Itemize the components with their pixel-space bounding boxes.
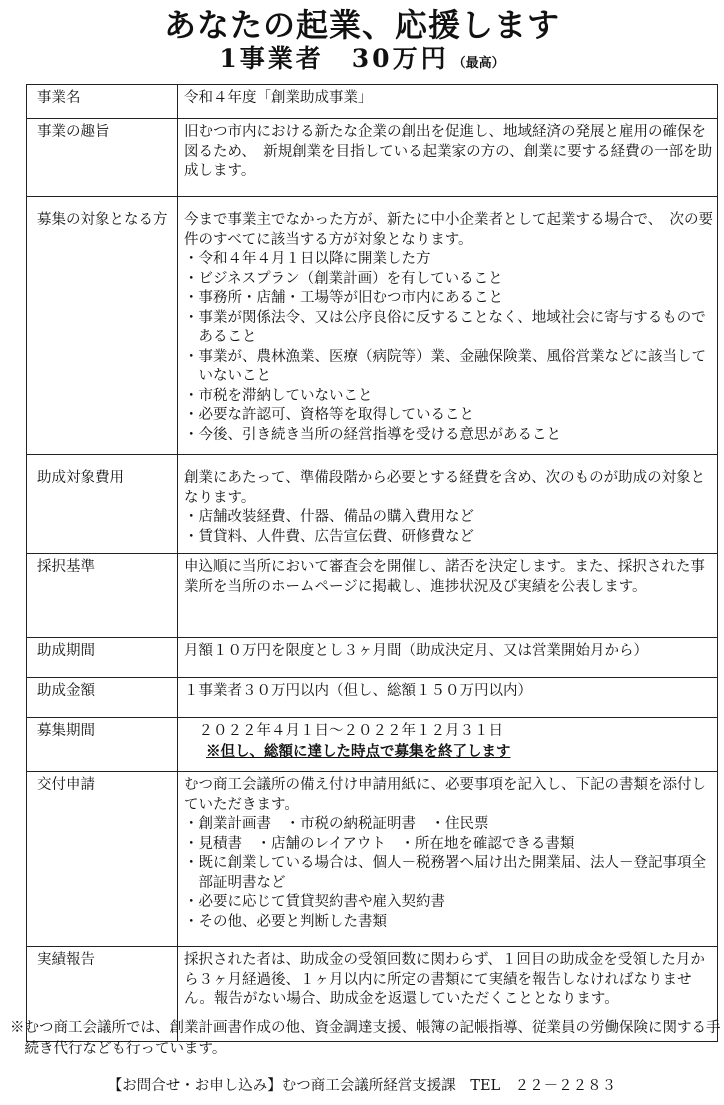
row-content	[178, 119, 718, 197]
row-content	[178, 455, 718, 554]
bullet-item: ・既に創業している場合は、個人－税務署へ届け出た開業届、法人－登記事項全部証明書など	[184, 855, 706, 891]
table-row	[27, 678, 718, 718]
row-paragraph: 申込順に当所において審査会を開催し、諾否を決定します。また、採択された事業所を当所のホームページに掲載し、進捗状況及び実績を公表します。	[184, 559, 705, 595]
row-paragraph: 創業にあたって、準備段階から必要とする経費を含め、次のものが助成の対象となります。	[184, 470, 706, 506]
row-label: 交付申請	[27, 772, 178, 947]
row-label: 採択基準	[27, 554, 178, 638]
table-row	[27, 718, 718, 772]
bullet-item: ・事業が関係法令、又は公序良俗に反することなく、地域社会に寄与するものであること	[184, 309, 706, 345]
row-content	[178, 554, 718, 638]
bullet-item: ・事務所・店舗・工場等が旧むつ市内にあること	[184, 290, 503, 306]
row-paragraph: 旧むつ市内における新たな企業の創出を促進し、地域経済の発展と雇用の確保を図るため、 新規創業を目指している起業家の方の、創業に要する経費の一部を助成します。	[184, 124, 713, 179]
row-paragraph: むつ商工会議所の備え付け申請用紙に、必要事項を記入し、下記の書類を添付していただきます。	[184, 777, 706, 813]
row-content	[178, 678, 718, 718]
row-content	[178, 772, 718, 947]
table-row	[27, 197, 718, 455]
bullet-item: ・その他、必要と判断した書類	[184, 913, 387, 930]
row-paragraph: 今まで事業主でなかった方が、新たに中小企業者として起業する場合で、 次の要件のすべてに該当する方が対象となります。	[184, 212, 713, 248]
bullet-item: ・市税を滞納していないこと	[184, 387, 373, 404]
page-subtitle	[0, 44, 724, 79]
table-row	[27, 772, 718, 947]
subsidy-amount: 1事業者 30万円	[219, 44, 449, 73]
deadline-note: ※但し、総額に達した時点で募集を終了します	[206, 742, 511, 760]
table-row	[27, 85, 718, 119]
bullet-item: ・事業が、農林漁業、医療（病院等）業、金融保険業、風俗営業などに該当していないこと	[184, 348, 706, 384]
bullet-item: ・今後、引き続き当所の経営指導を受ける意思があること	[184, 426, 561, 443]
row-label: 事業の趣旨	[27, 119, 178, 197]
bullet-item: ・見積書 ・店舗のレイアウト ・所在地を確認できる書類	[184, 835, 575, 852]
row-line: ２０２２年４月１日～２０２２年１２月３１日	[184, 723, 503, 739]
page-title: あなたの起業、応援します	[163, 6, 560, 44]
table-row	[27, 638, 718, 678]
row-label: 助成対象費用	[27, 455, 178, 554]
bullet-item: ・令和４年４月１日以降に開業した方	[184, 251, 431, 267]
row-paragraph: 採択された者は、助成金の受領回数に関わらず、１回目の助成金を受領した月から３ヶ月経過後、１ヶ月以内に所定の書類にて実績を報告しなければなりません。報告がない場合、助成金を返還していただくこととなります。	[184, 952, 705, 1007]
row-label: 事業名	[27, 85, 178, 119]
row-content	[178, 638, 718, 678]
bullet-item: ・ビジネスプラン（創業計画）を有していること	[184, 270, 503, 287]
row-label: 助成期間	[27, 638, 178, 678]
row-label: 助成金額	[27, 678, 178, 718]
footnote: ※むつ商工会議所では、創業計画書作成の他、資金調達支援、帳簿の記帳指導、従業員の労働保険に関する手続き代行なども行っています。	[10, 1020, 721, 1057]
bullet-item: ・必要な許認可、資格等を取得していること	[184, 407, 474, 423]
row-label: 募集期間	[27, 718, 178, 772]
row-content	[178, 85, 718, 119]
row-line: １事業者３０万円以内（但し、総額１５０万円以内）	[184, 683, 532, 699]
contact-line: 【お問合せ・お申し込み】むつ商工会議所経営支援課 TEL ２２－２２８３	[107, 1078, 617, 1094]
row-content	[178, 197, 718, 455]
row-label: 募集の対象となる方	[27, 197, 178, 455]
row-line: 令和４年度「創業助成事業」	[184, 90, 373, 106]
row-label: 実績報告	[27, 947, 178, 1042]
table-row	[27, 455, 718, 554]
table-row	[27, 554, 718, 638]
subsidy-amount-note: （最高）	[452, 56, 505, 71]
bullet-item: ・創業計画書 ・市税の納税証明書 ・住民票	[184, 816, 489, 832]
info-table	[26, 84, 718, 1042]
row-content	[178, 718, 718, 772]
bullet-item: ・賃貸料、人件費、広告宣伝費、研修費など	[184, 528, 474, 545]
table-row	[27, 119, 718, 197]
row-line: 月額１０万円を限度とし３ヶ月間（助成決定月、又は営業開始月から）	[184, 643, 648, 659]
bullet-item: ・必要に応じて賃貸契約書や雇入契約書	[184, 894, 445, 910]
bullet-item: ・店舗改装経費、什器、備品の購入費用など	[184, 509, 474, 525]
info-table-body	[27, 85, 718, 1042]
